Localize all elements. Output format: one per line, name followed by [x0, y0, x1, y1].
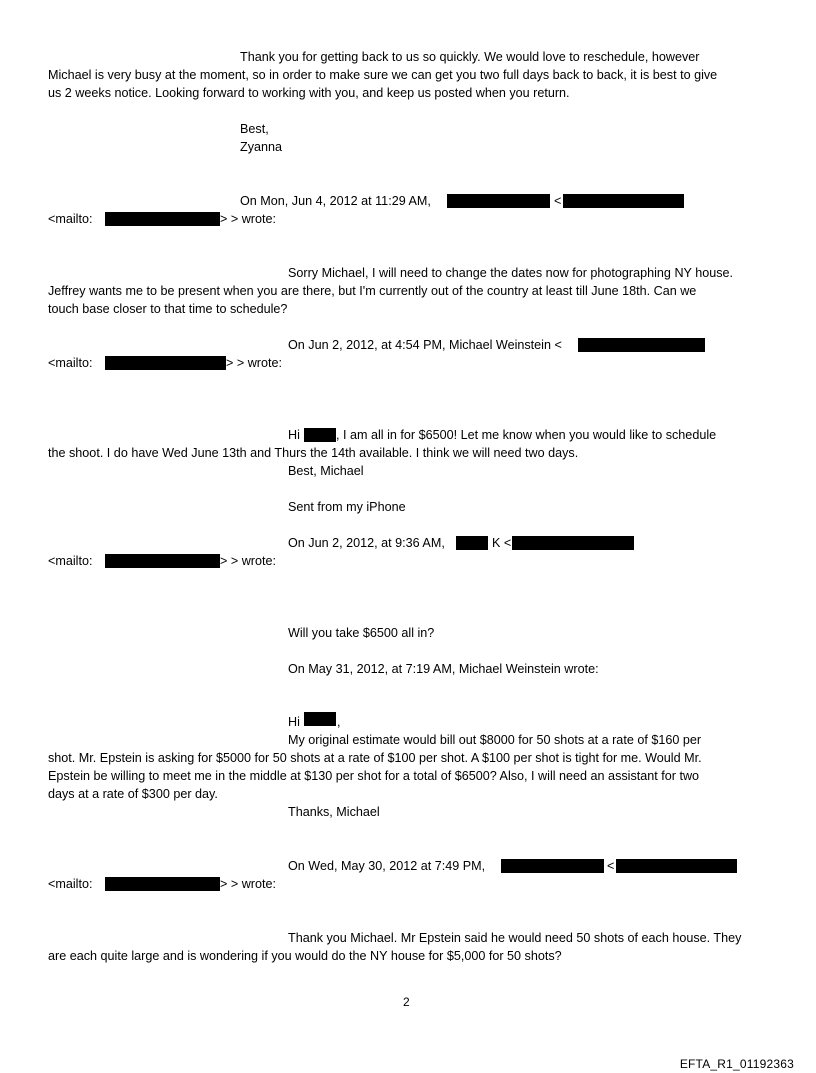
- header1-lt: <: [554, 194, 562, 208]
- email1-line2: Michael is very busy at the moment, so in order to make sure we can get you two full days back to back, it is best to give: [48, 68, 718, 82]
- redaction-box: [512, 536, 634, 550]
- email5-line3: Epstein be willing to meet me in the middle at $130 per shot for a total of $6500? Also, I will need an assistant for two: [48, 769, 700, 783]
- email3-line2: the shoot. I do have Wed June 13th and Thurs the 14th available. I think we will need two days.: [48, 446, 579, 460]
- page-number: 2: [403, 995, 410, 1009]
- email1-signature: Zyanna: [240, 140, 283, 154]
- redaction-box: [105, 356, 226, 370]
- email5-line4: days at a rate of $300 per day.: [48, 787, 218, 801]
- email2-line1: Sorry Michael, I will need to change the dates now for photographing NY house.: [288, 266, 734, 280]
- email6-line2: are each quite large and is wondering if you would do the NY house for $5,000 for 50 shots?: [48, 949, 562, 963]
- redaction-box: [304, 712, 336, 726]
- document-control-number: EFTA_R1_01192363: [679, 1057, 794, 1071]
- header4-text: On May 31, 2012, at 7:19 AM, Michael Weinstein wrote:: [288, 662, 599, 676]
- email6-line1: Thank you Michael. Mr Epstein said he would need 50 shots of each house. They: [288, 931, 742, 945]
- redaction-box: [456, 536, 488, 550]
- header5-prefix: On Wed, May 30, 2012 at 7:49 PM,: [288, 859, 486, 873]
- email5-signoff: Thanks, Michael: [288, 805, 380, 819]
- header3-prefix: On Jun 2, 2012, at 9:36 AM,: [288, 536, 445, 550]
- email3-signoff: Best, Michael: [288, 464, 364, 478]
- email5-comma: ,: [337, 715, 341, 729]
- header2-prefix: On Jun 2, 2012, at 4:54 PM, Michael Weinstein <: [288, 338, 562, 352]
- redaction-box: [563, 194, 684, 208]
- redaction-box: [501, 859, 604, 873]
- email4-line1: Will you take $6500 all in?: [288, 626, 435, 640]
- email3-hi: Hi: [288, 428, 300, 442]
- redaction-box: [105, 877, 220, 891]
- header1-mailto: <mailto:: [48, 212, 93, 226]
- email5-hi: Hi: [288, 715, 300, 729]
- email2-line3: touch base closer to that time to schedule?: [48, 302, 288, 316]
- redaction-box: [304, 428, 336, 442]
- header5-mailto: <mailto:: [48, 877, 93, 891]
- redaction-box: [105, 212, 220, 226]
- email1-line1: Thank you for getting back to us so quickly. We would love to reschedule, however: [240, 50, 700, 64]
- header3-k: K <: [492, 536, 512, 550]
- email1-line3: us 2 weeks notice. Looking forward to working with you, and keep us posted when you return.: [48, 86, 570, 100]
- email3-line1: , I am all in for $6500! Let me know when you would like to schedule: [336, 428, 717, 442]
- header2-wrote: > > wrote:: [226, 356, 283, 370]
- email1-closing: Best,: [240, 122, 269, 136]
- email5-line2: shot. Mr. Epstein is asking for $5000 for 50 shots at a rate of $100 per shot. A $100 per shot is tight for me. Would Mr.: [48, 751, 702, 765]
- header5-lt: <: [607, 859, 615, 873]
- redaction-box: [447, 194, 550, 208]
- header1-wrote: > > wrote:: [220, 212, 277, 226]
- email5-line1: My original estimate would bill out $8000 for 50 shots at a rate of $160 per: [288, 733, 702, 747]
- redaction-box: [105, 554, 220, 568]
- header2-mailto: <mailto:: [48, 356, 93, 370]
- header5-wrote: > > wrote:: [220, 877, 277, 891]
- header1-prefix: On Mon, Jun 4, 2012 at 11:29 AM,: [240, 194, 431, 208]
- email3-sent-from: Sent from my iPhone: [288, 500, 406, 514]
- redaction-box: [616, 859, 737, 873]
- header3-wrote: > > wrote:: [220, 554, 277, 568]
- email2-line2: Jeffrey wants me to be present when you are there, but I'm currently out of the country at least till June 18th. Can we: [48, 284, 697, 298]
- header3-mailto: <mailto:: [48, 554, 93, 568]
- redaction-box: [578, 338, 705, 352]
